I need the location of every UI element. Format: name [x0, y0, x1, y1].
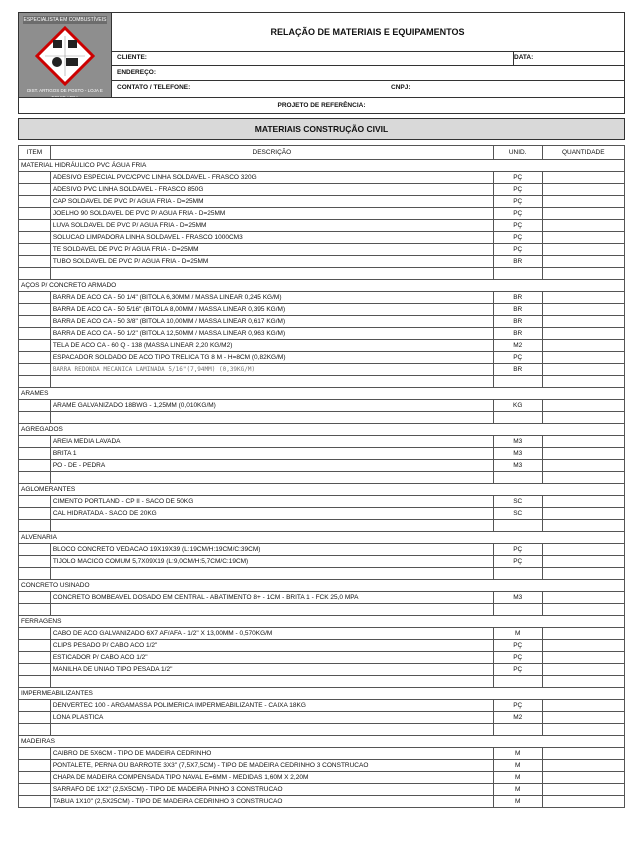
table-row: [19, 496, 625, 508]
table-row: [19, 400, 625, 412]
table-row: [19, 196, 625, 208]
item-cell: [19, 172, 51, 184]
blank-cell: [493, 568, 542, 580]
item-cell: [19, 460, 51, 472]
quantity-cell[interactable]: [542, 664, 624, 676]
unit-cell: PÇ: [493, 208, 542, 220]
unit-cell: BR: [493, 256, 542, 268]
blank-cell: [493, 604, 542, 616]
unit-cell: PÇ: [493, 556, 542, 568]
description-cell: TELA DE ACO CA - 60 Q - 138 (MASSA LINEAR 2,20 KG/M2): [50, 340, 493, 352]
unit-cell: KG: [493, 400, 542, 412]
group-header-row: [19, 484, 625, 496]
blank-cell: [50, 472, 493, 484]
group-header-row: [19, 388, 625, 400]
group-label: AÇOS P/ CONCRETO ARMADO: [19, 280, 625, 292]
blank-row: [19, 724, 625, 736]
unit-cell: PÇ: [493, 244, 542, 256]
endereco-label: ENDEREÇO:: [117, 69, 157, 76]
item-cell: [19, 364, 51, 376]
quantity-cell[interactable]: [542, 496, 624, 508]
item-cell: [19, 508, 51, 520]
blank-cell: [19, 676, 51, 688]
description-cell: BARRA REDONDA MECANICA LAMINADA 5/16"(7,94MM) (0,39KG/M): [50, 364, 493, 376]
blank-cell: [542, 376, 624, 388]
endereco-row: [111, 66, 624, 81]
group-label: FERRAGENS: [19, 616, 625, 628]
blank-row: [19, 676, 625, 688]
description-cell: CHAPA DE MADEIRA COMPENSADA TIPO NAVAL E=6MM - MEDIDAS 1,60M X 2,20M: [50, 772, 493, 784]
group-header-row: [19, 736, 625, 748]
table-row: [19, 232, 625, 244]
description-cell: ARAME GALVANIZADO 18BWG - 1,25MM (0,010KG/M): [50, 400, 493, 412]
quantity-cell[interactable]: [542, 196, 624, 208]
group-label: MADEIRAS: [19, 736, 625, 748]
table-row: [19, 340, 625, 352]
table-row: [19, 256, 625, 268]
table-row: [19, 772, 625, 784]
unit-cell: M: [493, 748, 542, 760]
blank-cell: [542, 724, 624, 736]
quantity-cell[interactable]: [542, 652, 624, 664]
table-row: [19, 748, 625, 760]
quantity-cell[interactable]: [542, 760, 624, 772]
unit-cell: M3: [493, 436, 542, 448]
quantity-cell[interactable]: [542, 448, 624, 460]
quantity-cell[interactable]: [542, 748, 624, 760]
blank-cell: [493, 268, 542, 280]
quantity-cell[interactable]: [542, 304, 624, 316]
description-cell: PONTALETE, PERNA OU BARROTE 3X3" (7,5X7,5CM) - TIPO DE MADEIRA CEDRINHO 3 CONSTRUCAO: [50, 760, 493, 772]
description-cell: JOELHO 90 SOLDAVEL DE PVC P/ AGUA FRIA - D=25MM: [50, 208, 493, 220]
item-cell: [19, 628, 51, 640]
projeto-referencia: PROJETO DE REFERÊNCIA:: [19, 97, 624, 114]
table-row: [19, 664, 625, 676]
description-cell: BARRA DE ACO CA - 50 1/4" (BITOLA 6,30MM / MASSA LINEAR 0,245 KG/M): [50, 292, 493, 304]
blank-cell: [542, 268, 624, 280]
table-row: [19, 460, 625, 472]
description-cell: LONA PLASTICA: [50, 712, 493, 724]
table-row: [19, 184, 625, 196]
col-item-header: ITEM: [19, 146, 51, 160]
blank-row: [19, 520, 625, 532]
item-cell: [19, 256, 51, 268]
description-cell: AREIA MEDIA LAVADA: [50, 436, 493, 448]
item-cell: [19, 784, 51, 796]
table-row: [19, 760, 625, 772]
unit-cell: PÇ: [493, 544, 542, 556]
unit-cell: PÇ: [493, 640, 542, 652]
quantity-cell[interactable]: [542, 328, 624, 340]
blank-cell: [50, 412, 493, 424]
quantity-cell[interactable]: [542, 556, 624, 568]
group-label: IMPERMEABILIZANTES: [19, 688, 625, 700]
item-cell: [19, 352, 51, 364]
group-label: AGREGADOS: [19, 424, 625, 436]
item-cell: [19, 748, 51, 760]
unit-cell: PÇ: [493, 652, 542, 664]
blank-row: [19, 604, 625, 616]
blank-cell: [542, 472, 624, 484]
quantity-cell[interactable]: [542, 436, 624, 448]
quantity-cell[interactable]: [542, 400, 624, 412]
unit-cell: M: [493, 628, 542, 640]
blank-cell: [542, 604, 624, 616]
unit-cell: PÇ: [493, 664, 542, 676]
contato-row: [111, 81, 624, 95]
description-cell: ESTICADOR P/ CABO ACO 1/2": [50, 652, 493, 664]
unit-cell: PÇ: [493, 184, 542, 196]
unit-cell: PÇ: [493, 220, 542, 232]
item-cell: [19, 496, 51, 508]
item-cell: [19, 316, 51, 328]
table-row: [19, 628, 625, 640]
table-row: [19, 544, 625, 556]
table-row: [19, 352, 625, 364]
logo-tagline: ESPECIALISTA EM COMBUSTÍVEIS: [23, 17, 107, 23]
description-cell: CAL HIDRATADA - SACO DE 20KG: [50, 508, 493, 520]
quantity-cell[interactable]: [542, 460, 624, 472]
unit-cell: SC: [493, 496, 542, 508]
unit-cell: M: [493, 760, 542, 772]
unit-cell: BR: [493, 292, 542, 304]
description-cell: CAP SOLDAVEL DE PVC P/ AGUA FRIA - D=25MM: [50, 196, 493, 208]
quantity-cell[interactable]: [542, 784, 624, 796]
blank-cell: [542, 568, 624, 580]
data-label: DATA:: [514, 54, 534, 61]
materials-table: [18, 145, 625, 808]
quantity-cell[interactable]: [542, 244, 624, 256]
col-unid-header: UNID.: [493, 146, 542, 160]
item-cell: [19, 400, 51, 412]
blank-row: [19, 412, 625, 424]
group-header-row: [19, 580, 625, 592]
blank-cell: [50, 724, 493, 736]
table-row: [19, 328, 625, 340]
blank-row: [19, 472, 625, 484]
unit-cell: PÇ: [493, 352, 542, 364]
document-header: [18, 12, 625, 114]
unit-cell: M3: [493, 592, 542, 604]
item-cell: [19, 340, 51, 352]
blank-cell: [542, 412, 624, 424]
quantity-cell[interactable]: [542, 232, 624, 244]
quantity-cell[interactable]: [542, 352, 624, 364]
unit-cell: M: [493, 784, 542, 796]
item-cell: [19, 304, 51, 316]
description-cell: BARRA DE ACO CA - 50 3/8" (BITOLA 10,00MM / MASSA LINEAR 0,617 KG/M): [50, 316, 493, 328]
quantity-cell[interactable]: [542, 712, 624, 724]
divider: [513, 51, 514, 65]
description-cell: SOLUCAO LIMPADORA LINHA SOLDAVEL - FRASCO 1000CM3: [50, 232, 493, 244]
description-cell: MANILHA DE UNIAO TIPO PESADA 1/2": [50, 664, 493, 676]
blank-cell: [50, 268, 493, 280]
description-cell: CABO DE ACO GALVANIZADO 6X7 AF/AFA - 1/2" X 13,00MM - 0,570KG/M: [50, 628, 493, 640]
unit-cell: BR: [493, 328, 542, 340]
table-row: [19, 652, 625, 664]
quantity-cell[interactable]: [542, 544, 624, 556]
table-row: [19, 640, 625, 652]
quantity-cell[interactable]: [542, 772, 624, 784]
blank-cell: [19, 568, 51, 580]
description-cell: DENVERTEC 100 - ARGAMASSA POLIMERICA IMPERMEABILIZANTE - CAIXA 18KG: [50, 700, 493, 712]
blank-cell: [50, 520, 493, 532]
cnpj-label: CNPJ:: [391, 84, 411, 91]
blank-cell: [19, 604, 51, 616]
blank-cell: [493, 676, 542, 688]
table-row: [19, 796, 625, 808]
blank-cell: [19, 724, 51, 736]
description-cell: CAIBRO DE 5X6CM - TIPO DE MADEIRA CEDRINHO: [50, 748, 493, 760]
blank-cell: [19, 520, 51, 532]
item-cell: [19, 556, 51, 568]
item-cell: [19, 196, 51, 208]
blank-row: [19, 376, 625, 388]
description-cell: ADESIVO ESPECIAL PVC/CPVC LINHA SOLDAVEL - FRASCO 320G: [50, 172, 493, 184]
table-row: [19, 208, 625, 220]
blank-row: [19, 568, 625, 580]
group-label: ARAMES: [19, 388, 625, 400]
blank-cell: [50, 676, 493, 688]
item-cell: [19, 772, 51, 784]
blank-cell: [19, 376, 51, 388]
unit-cell: M: [493, 796, 542, 808]
group-header-row: [19, 616, 625, 628]
quantity-cell[interactable]: [542, 256, 624, 268]
section-title: MATERIAIS CONSTRUÇÃO CIVIL: [18, 118, 625, 140]
quantity-cell[interactable]: [542, 796, 624, 808]
unit-cell: M2: [493, 712, 542, 724]
item-cell: [19, 592, 51, 604]
contato-label: CONTATO / TELEFONE:: [117, 84, 191, 91]
unit-cell: PÇ: [493, 232, 542, 244]
quantity-cell[interactable]: [542, 316, 624, 328]
description-cell: BLOCO CONCRETO VEDACAO 19X19X39 (L:19CM/H:19CM/C:39CM): [50, 544, 493, 556]
group-header-row: [19, 688, 625, 700]
description-cell: LUVA SOLDAVEL DE PVC P/ AGUA FRIA - D=25MM: [50, 220, 493, 232]
company-logo: [19, 13, 112, 100]
blank-cell: [50, 376, 493, 388]
description-cell: BRITA 1: [50, 448, 493, 460]
item-cell: [19, 640, 51, 652]
group-label: ALVENARIA: [19, 532, 625, 544]
col-quantidade-header: QUANTIDADE: [542, 146, 624, 160]
unit-cell: PÇ: [493, 172, 542, 184]
cliente-label: CLIENTE:: [117, 54, 147, 61]
item-cell: [19, 208, 51, 220]
quantity-cell[interactable]: [542, 184, 624, 196]
table-row: [19, 316, 625, 328]
quantity-cell[interactable]: [542, 208, 624, 220]
description-cell: CLIPS PESADO P/ CABO ACO 1/2": [50, 640, 493, 652]
quantity-cell[interactable]: [542, 172, 624, 184]
blank-cell: [19, 412, 51, 424]
cliente-row: [111, 51, 624, 66]
table-row: [19, 784, 625, 796]
blank-cell: [493, 376, 542, 388]
item-cell: [19, 244, 51, 256]
table-row: [19, 292, 625, 304]
item-cell: [19, 448, 51, 460]
description-cell: TIJOLO MACICO COMUM 5,7X09X19 (L:9,0CM/H:5,7CM/C:19CM): [50, 556, 493, 568]
quantity-cell[interactable]: [542, 340, 624, 352]
item-cell: [19, 232, 51, 244]
table-row: [19, 244, 625, 256]
description-cell: CIMENTO PORTLAND - CP II - SACO DE 50KG: [50, 496, 493, 508]
unit-cell: M3: [493, 460, 542, 472]
blank-cell: [542, 676, 624, 688]
item-cell: [19, 712, 51, 724]
quantity-cell[interactable]: [542, 628, 624, 640]
item-cell: [19, 328, 51, 340]
item-cell: [19, 796, 51, 808]
table-header-row: [19, 146, 625, 160]
logo-subtitle: DIST. ARTIGOS DE POSTO - LOJA E EQUIP. LTDA: [27, 88, 103, 100]
item-cell: [19, 652, 51, 664]
table-row: [19, 508, 625, 520]
group-header-row: [19, 160, 625, 172]
hazard-diamond-icon: [35, 26, 95, 86]
description-cell: CONCRETO BOMBEAVEL DOSADO EM CENTRAL - ABATIMENTO 8+ - 1CM - BRITA 1 - FCK 25,0 MPA: [50, 592, 493, 604]
description-cell: BARRA DE ACO CA - 50 1/2" (BITOLA 12,50MM / MASSA LINEAR 0,963 KG/M): [50, 328, 493, 340]
item-cell: [19, 760, 51, 772]
quantity-cell[interactable]: [542, 220, 624, 232]
item-cell: [19, 544, 51, 556]
unit-cell: BR: [493, 316, 542, 328]
quantity-cell[interactable]: [542, 592, 624, 604]
unit-cell: M3: [493, 448, 542, 460]
blank-cell: [50, 568, 493, 580]
table-row: [19, 436, 625, 448]
group-header-row: [19, 424, 625, 436]
table-row: [19, 556, 625, 568]
table-row: [19, 592, 625, 604]
description-cell: SARRAFO DE 1X2" (2,5X5CM) - TIPO DE MADEIRA PINHO 3 CONSTRUCAO: [50, 784, 493, 796]
unit-cell: PÇ: [493, 700, 542, 712]
description-cell: ADESIVO PVC LINHA SOLDAVEL - FRASCO 850G: [50, 184, 493, 196]
item-cell: [19, 220, 51, 232]
document-title: RELAÇÃO DE MATERIAIS E EQUIPAMENTOS: [111, 13, 624, 52]
description-cell: TABUA 1X10" (2,5X25CM) - TIPO DE MADEIRA CEDRINHO 3 CONSTRUCAO: [50, 796, 493, 808]
unit-cell: BR: [493, 304, 542, 316]
description-cell: TUBO SOLDAVEL DE PVC P/ AGUA FRIA - D=25MM: [50, 256, 493, 268]
table-row: [19, 304, 625, 316]
unit-cell: BR: [493, 364, 542, 376]
item-cell: [19, 292, 51, 304]
blank-cell: [493, 472, 542, 484]
blank-cell: [493, 412, 542, 424]
blank-cell: [493, 520, 542, 532]
description-cell: ESPACADOR SOLDADO DE ACO TIPO TRELICA TG 8 M - H=8CM (0,82KG/M): [50, 352, 493, 364]
item-cell: [19, 700, 51, 712]
item-cell: [19, 664, 51, 676]
blank-cell: [493, 724, 542, 736]
unit-cell: M2: [493, 340, 542, 352]
quantity-cell[interactable]: [542, 508, 624, 520]
description-cell: BARRA DE ACO CA - 50 5/16" (BITOLA 8,00MM / MASSA LINEAR 0,395 KG/M): [50, 304, 493, 316]
table-row: [19, 448, 625, 460]
quantity-cell[interactable]: [542, 640, 624, 652]
description-cell: PO - DE - PEDRA: [50, 460, 493, 472]
unit-cell: SC: [493, 508, 542, 520]
quantity-cell[interactable]: [542, 292, 624, 304]
blank-cell: [19, 472, 51, 484]
table-body: [19, 160, 625, 808]
blank-cell: [19, 268, 51, 280]
group-label: MATERIAL HIDRÁULICO PVC ÁGUA FRIA: [19, 160, 625, 172]
table-row: [19, 220, 625, 232]
blank-cell: [50, 604, 493, 616]
group-header-row: [19, 280, 625, 292]
table-row: [19, 700, 625, 712]
description-cell: TE SOLDAVEL DE PVC P/ AGUA FRIA - D=25MM: [50, 244, 493, 256]
item-cell: [19, 184, 51, 196]
group-label: CONCRETO USINADO: [19, 580, 625, 592]
group-label: AGLOMERANTES: [19, 484, 625, 496]
unit-cell: M: [493, 772, 542, 784]
table-row: [19, 712, 625, 724]
quantity-cell[interactable]: [542, 364, 624, 376]
blank-row: [19, 268, 625, 280]
table-row: [19, 172, 625, 184]
quantity-cell[interactable]: [542, 700, 624, 712]
blank-cell: [542, 520, 624, 532]
table-row: [19, 364, 625, 376]
col-descricao-header: DESCRIÇÃO: [50, 146, 493, 160]
unit-cell: PÇ: [493, 196, 542, 208]
item-cell: [19, 436, 51, 448]
group-header-row: [19, 532, 625, 544]
